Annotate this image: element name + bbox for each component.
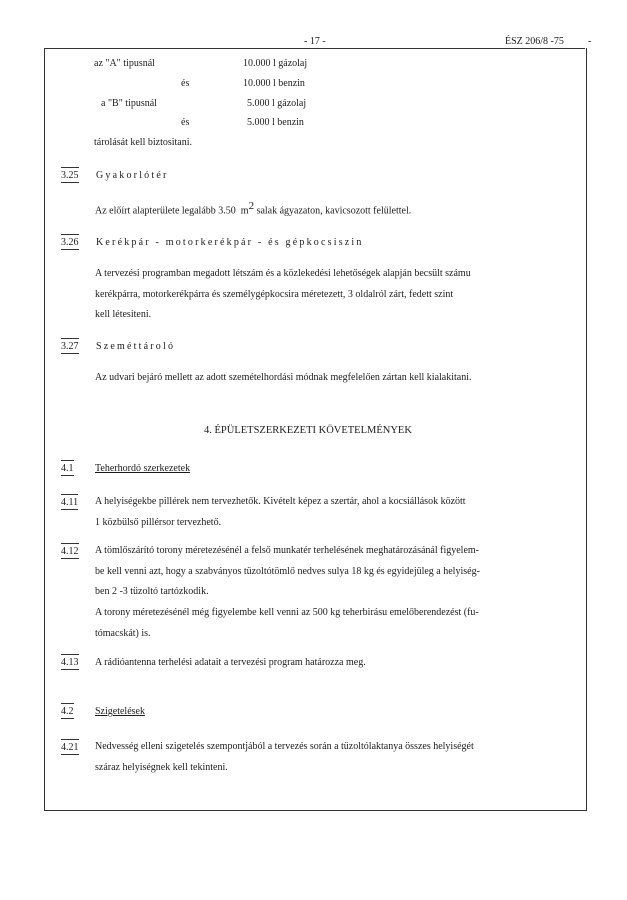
- paragraph-line: A tervezési programban megadott létszám és a közlekedési lehetőségek alapján becsült számu: [95, 268, 471, 279]
- storage-value-b-diesel: 5.000 l gázolaj: [247, 98, 307, 109]
- section-4-12-text-2: [95, 603, 575, 644]
- section-4-11-text: [95, 492, 575, 533]
- section-number-3-27: 3.27: [61, 341, 79, 352]
- storage-value-b-petrol: 5.000 l benzin: [247, 117, 304, 128]
- paragraph-line: tómacskát) is.: [95, 627, 151, 639]
- section-4-21-text: [95, 737, 575, 778]
- section-number-3-26: 3.26: [61, 237, 79, 248]
- document-code: ÉSZ 206/8 -75: [505, 36, 564, 47]
- section-number-4-13: 4.13: [61, 657, 79, 668]
- section-number-4-21: 4.21: [61, 742, 79, 753]
- unit: m: [240, 205, 249, 217]
- section-number-4-2: 4.2: [61, 706, 74, 717]
- storage-label-a: az "A" tipusnál: [94, 58, 155, 69]
- section-number-4-1: 4.1: [61, 463, 74, 474]
- section-4-12-text: [95, 541, 575, 603]
- storage-label-and-1: és: [181, 78, 190, 89]
- storage-value-a-petrol: 10.000 l benzin: [243, 78, 305, 89]
- section-number-4-11: 4.11: [61, 497, 78, 508]
- paragraph-line: ben 2 -3 tüzoltó tartózkodik.: [95, 586, 209, 597]
- section-4-13-text: A rádióantenna terhelési adatait a tervezési program határozza meg.: [95, 657, 366, 668]
- page-number: - 17 -: [304, 36, 326, 47]
- storage-value-a-diesel: 10.000 l gázolaj: [243, 58, 308, 69]
- section-3-25-text: [95, 200, 411, 216]
- paragraph-line: kerékpárra, motorkerékpárra és személygépkocsira méretezett, 3 oldalról zárt, fedett szint: [95, 288, 454, 300]
- paragraph-line: A torony méretezésénél még figyelembe kell venni az 500 kg teherbirásu emelőberendezést (fu-: [95, 607, 479, 618]
- paragraph-line: Nedvesség elleni szigetelés szempontjából a tervezés során a tüzoltólaktanya összes helyiségét: [95, 741, 474, 752]
- section-number-3-25: 3.25: [61, 170, 79, 181]
- section-title-szemettarolo: Szeméttároló: [96, 341, 176, 352]
- paragraph-line: A helyiségekbe pillérek nem tervezhetők. Kivételt képez a szertár, ahol a kocsiállások között: [95, 496, 466, 507]
- section-3-27-text: Az udvari bejáró mellett az adott szemételhordási módnak megfelelően zártan kell kialakitani.: [95, 372, 472, 383]
- text-part-a: Az előírt alapterülete legalább 3.50: [95, 205, 236, 217]
- paragraph-line: kell létesiteni.: [95, 309, 152, 320]
- section-title-gyakorloter: Gyakorlótér: [96, 170, 169, 181]
- paragraph-line: A tömlőszárító torony méretezésénél a felső munkatér terhelésének meghatározásánál figyelem-: [95, 545, 480, 556]
- paragraph-line: 1 közbülső pillérsor tervezhető.: [95, 516, 222, 528]
- section-title-szigetelesek: Szigetelések: [95, 706, 145, 717]
- section-3-26-text: [95, 264, 575, 326]
- paragraph-line: száraz helyiségnek kell tekinteni.: [95, 761, 228, 773]
- section-number-4-12: 4.12: [61, 546, 79, 557]
- storage-label-and-2: és: [181, 117, 190, 128]
- storage-label-b: a "B" tipusnál: [101, 98, 157, 109]
- section-title-kerekpar: Kerékpár - motorkerékpár - és gépkocsiszin: [96, 237, 364, 248]
- section-title-teherhordo: Teherhordó szerkezetek: [95, 463, 191, 474]
- chapter-title: 4. ÉPÜLETSZERKEZETI KÖVETELMÉNYEK: [204, 425, 412, 436]
- header-dash: -: [588, 36, 592, 47]
- superscript: 2: [248, 200, 255, 212]
- text-part-b: salak ágyazaton, kavicsozott felülettel.: [256, 205, 412, 217]
- paragraph-line: be kell venni azt, hogy a szabványos tüzoltótömlő nedves sulya 18 kg és egyidejüleg a helyiség-: [95, 565, 480, 577]
- storage-footer: tárolását kell biztositani.: [94, 137, 193, 148]
